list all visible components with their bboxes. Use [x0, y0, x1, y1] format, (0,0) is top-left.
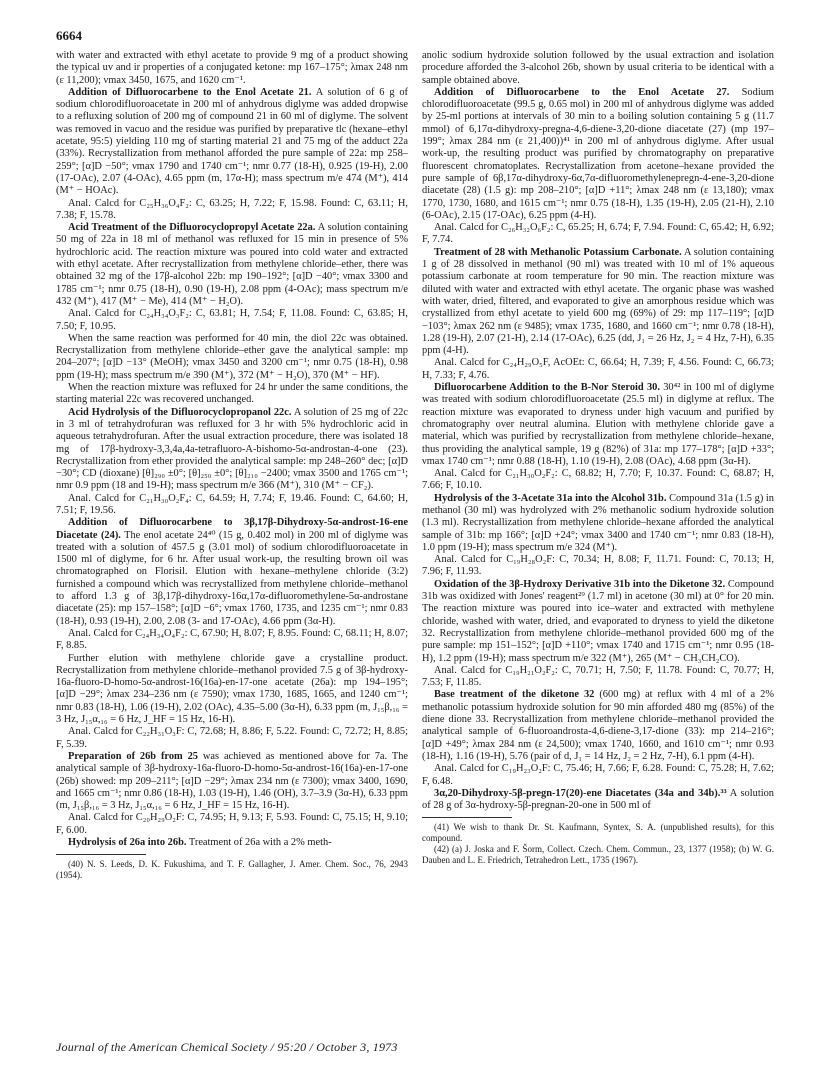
paragraph: [56, 517, 408, 628]
paragraph: [422, 222, 774, 247]
paragraph: [56, 628, 408, 653]
paragraph-text: Anal. Calcd for C₂₄H₃₄O₄F₂: C, 67.90; H, 8.07; F, 8.95. Found: C, 68.11; H, 8.07; F, 8.85.: [56, 627, 408, 652]
paragraph: [422, 579, 774, 665]
paragraph-heading: Hydrolysis of 26a into 26b.: [68, 837, 187, 848]
paragraph: [422, 763, 774, 788]
paragraph-text: Anal. Calcd for C₁₉H₂₈O₂F: C, 70.34; H, 8.08; F, 11.71. Found: C, 70.13; H, 7.96; F, 11.93.: [422, 554, 774, 578]
paragraph-heading: Addition of Difluorocarbene to 3β,17β-Dihydroxy-5α-androst-16-ene Diacetate (24).: [56, 517, 408, 541]
paragraph-text: Compound 31b was oxidized with Jones' reagent²⁹ (1.7 ml) in acetone (30 ml) at 0° for 20 min. The reaction mixture was poured into ice–water and extracted with methylene chloride, washed with water, dried, and evaporated to dryness to yield the diketone 32. Recrystallization from methylene chloride–methanol provided 600 mg of the pure sample: mp 151–152°; [α]D +110°; νmax 1740 and 1715 cm⁻¹; nmr 0.95 (18-H), 1.2 ppm (19-H); mass spectrum m/e 322 (M⁺), 265 (M⁺ − CH₃CH₂CO).: [422, 578, 774, 664]
paragraph: [422, 382, 774, 468]
paragraph-text: with water and extracted with ethyl acetate to provide 9 mg of a product showing the typical uv and ir properties of a conjugated ketone: mp 167–175°; λmax 248 nm (ε 11,200); νmax 3450, 1675, and 1620 cm⁻¹.: [56, 50, 408, 86]
paragraph: [56, 222, 408, 308]
right-column: [422, 50, 774, 866]
paragraph-text: Anal. Calcd for C₂₅H₃₆O₄F₂: C, 63.25; H, 7.22; F, 15.98. Found: C, 63.11; H, 7.38; F, 15.78.: [56, 197, 408, 221]
paragraph-text: Anal. Calcd for C₂₄H₂₉O₅F, AcOEt: C, 66.64; H, 7.39; F, 4.56. Found: C, 66.73; H, 7.33; F, 4.76.: [422, 357, 774, 381]
paragraph-text: When the same reaction was performed for 40 min, the diol 22c was obtained. Recrystallization from methylene chloride–ether gave the analytical sample: mp 204–207°; [α]D −13° (MeOH); νmax 3450 and 3200 cm⁻¹; nmr 0.75 (18-H), 0.98 ppm (19-H); mass spectrum m/e 390 (M⁺), 372 (M⁺ − H₂O), 370 (M⁺ − HF).: [56, 332, 408, 381]
paragraph: [56, 382, 408, 407]
page-number: 6664: [56, 28, 82, 43]
paragraph-text: Anal. Calcd for C₂₄H₃₄O₃F₂: C, 63.81; H, 7.54; F, 11.08. Found: C, 63.85; H, 7.50; F, 10.95.: [56, 308, 408, 332]
paragraph-text: Anal. Calcd for C₁₉H₂₃O₂F: C, 75.46; H, 7.66; F, 6.28. Found: C, 75.28; H, 7.62; F, 6.48.: [422, 763, 774, 787]
journal-footer: Journal of the American Chemical Society / 95:20 / October 3, 1973: [56, 1040, 398, 1054]
paragraph-heading: 3α,20-Dihydroxy-5β-pregn-17(20)-ene Diacetates (34a and 34b).³³: [434, 787, 727, 799]
paragraph: [56, 493, 408, 518]
paragraph-text: Treatment of 26a with a 2% meth-: [188, 837, 332, 848]
paragraph-text: Further elution with methylene chloride gave a crystalline product. Recrystallization from methylene chloride–methanol provided 7.5 g of 3β-hydroxy-16a-fluoro-D-homo-5α-androst-16(16a)-en-17-one acetate (26a): mp 194–195°; [α]D −29°; λmax 234–236 nm (ε 7590); νmax 1730, 1685, 1665, and 1240 cm⁻¹; nmr 0.83 (18-H), 1.06 (19-H), 2.02 (OAc), 4.35–5.00 (3α-H), 6.33 ppm (m, J₁₅β,₁₆ = 3 Hz, J₁₅α,₁₆ = 6 Hz, J_HF = 15 Hz, 16-H).: [56, 652, 408, 726]
paragraph: [56, 87, 408, 198]
paragraph-text: anolic sodium hydroxide solution followed by the usual extraction and isolation procedure afforded the 3-alcohol 26b, shown by usual criteria to be identical with a sample obtained above.: [422, 50, 774, 86]
footnote: (40) N. S. Leeds, D. K. Fukushima, and T. F. Gallagher, J. Amer. Chem. Soc., 76, 2943 (1954).: [56, 859, 408, 881]
paragraph-text: was achieved as mentioned above for 7a. The analytical sample of 3β-hydroxy-16a-fluoro-D-homo-5α-androst-16(16a)-en-17-one (26b) showed: mp 209–211°; [α]D −29°; λmax 234 nm (ε 7300); νmax 3400, 1690, and 1665 cm⁻¹; nmr 0.86 (18-H), 1.03 (19-H), 1.46 (OH), 3.7–3.9 (3α-H), 6.33 ppm (m, J₁₅β,₁₆ = 3 Hz, J₁₅α,₁₆ = 6 Hz, J_HF = 15 Hz, 16-H).: [56, 750, 408, 812]
paragraph: [56, 333, 408, 382]
paragraph-text: A solution containing 50 mg of 22a in 18 ml of methanol was refluxed for 15 min in presence of 5% hydrochloric acid. The reaction mixture was poured into cold water and extracted with ethyl acetate. After recrystallization from methylene chloride–ether, there was obtained 32 mg of the 17β-alcohol 22b: mp 190–192°; [α]D −40°; νmax 3300 and 1785 cm⁻¹; nmr 0.75 (18-H), 0.90 (19-H), 2.08 ppm (4-OAc); mass spectrum m/e 432 (M⁺), 417 (M⁺ − Me), 414 (M⁺ − H₂O).: [56, 222, 408, 307]
paragraph: [56, 308, 408, 333]
paragraph: [422, 468, 774, 493]
paragraph-heading: Oxidation of the 3β-Hydroxy Derivative 31b into the Diketone 32.: [434, 578, 726, 590]
paragraph: [56, 812, 408, 837]
paragraph-text: A solution of 28 g of 3α-hydroxy-5β-pregnan-20-one in 500 ml of: [422, 787, 774, 812]
paragraph-heading: Base treatment of the diketone 32: [434, 689, 595, 701]
paragraph-heading: Preparation of 26b from 25: [68, 750, 198, 762]
paragraph: [56, 198, 408, 223]
paragraph-heading: Addition of Difluorocarbene to the Enol Acetate 27.: [434, 86, 730, 98]
paragraph-heading: Difluorocarbene Addition to the B-Nor Steroid 30.: [434, 382, 660, 394]
paragraph-text: A solution containing 1 g of 28 dissolved in methanol (90 ml) was treated with 10 ml of 1% aqueous potassium carbonate at room temperature for 90 min. The reaction mixture was diluted with water and extracted with ethyl acetate. The organic phase was washed with water, dried, filtered, and evaporated to give an amorphous residue which was crystallized from ethyl acetate to yield 600 mg (69%) of 29: mp 117–119°; [α]D −103°; λmax 262 nm (ε 9485); νmax 1735, 1680, and 1660 cm⁻¹; nmr 0.78 (18-H), 1.28 (19-H), 2.07 (21-H), 2.14 (17-OAc), 6.25 (dd, J₁ = 26 Hz, J₂ = 4 Hz, 7-H), 6.35 ppm (4-H).: [422, 246, 774, 357]
paragraph-heading: Acid Treatment of the Difluorocyclopropyl Acetate 22a.: [68, 222, 316, 234]
paragraph: [56, 50, 408, 87]
paragraph: [422, 554, 774, 579]
paragraph-heading: Hydrolysis of the 3-Acetate 31a into the Alcohol 31b.: [434, 492, 667, 504]
paragraph: [56, 837, 408, 849]
paragraph: [422, 87, 774, 222]
paragraph: [422, 689, 774, 763]
footnote-rule: [56, 854, 146, 855]
paragraph-text: A solution of 25 mg of 22c in 3 ml of tetrahydrofuran was refluxed for 3 hr with 5% hydrochloric acid in aqueous tetrahydrofuran. After the usual extraction procedure, there was isolated 18 mg of 17β-hydroxy-3,3,4a,4a-tetrafluoro-A-bishomo-5α-androstan-4-one (23). Recrystallization from ether provided the analytical sample: mp 248–260° dec; [α]D −30°; CD (dioxane) [θ]₂₉₀ ±0°; [θ]₂₅₀ ±0°; [θ]₂₁₀ −2400; νmax 3500 and 1765 cm⁻¹; nmr 0.9 ppm (18 and 19-H); mass spectrum m/e 366 (M⁺), 310 (M⁺ − CF₂).: [56, 406, 408, 492]
footnote: (42) (a) J. Joska and F. Šorm, Collect. Czech. Chem. Commun., 23, 1377 (1958); (b) W. G. Dauben and L. E. Friedrich, Tetrahedron Lett., 1735 (1967).: [422, 844, 774, 866]
paragraph: [422, 50, 774, 87]
paragraph: [422, 788, 774, 813]
left-column: [56, 50, 408, 881]
paragraph-text: Anal. Calcd for C₂₆H₃₂O₆F₂: C, 65.25; H, 6.74; F, 7.94. Found: C, 65.42; H, 6.92; F, 7.74.: [422, 222, 774, 246]
paragraph: [56, 653, 408, 727]
paragraph: [422, 247, 774, 358]
paragraph: [56, 751, 408, 812]
paragraph-text: Anal. Calcd for C₂₀H₂₉O₂F: C, 74.95; H, 9.13; F, 5.93. Found: C, 75.15; H, 9.10; F, 6.00.: [56, 812, 408, 836]
paragraph-text: A solution of 6 g of sodium chlorodifluoroacetate in 200 ml of anhydrous diglyme was added dropwise to a refluxing solution of 200 mg of compound 21 in 60 ml of diglyme. The solvent was removed in vacuo and the residue was purified by preparative tlc (hexane–ethyl acetate, 95:5) yielding 110 mg of starting material 21 and 75 mg of the adduct 22a (33%). Recrystallization from methanol afforded the pure sample of 22a: mp 258–259°; [α]D −50°; νmax 1790 and 1740 cm⁻¹; nmr 0.77 (18-H), 0.925 (19-H), 2.00 (17-OAc), 2.07 (4-OAc), 4.65 ppm (m, 17α-H); mass spectrum m/e 474 (M⁺), 414 (M⁺ − HOAc).: [56, 86, 408, 197]
paragraph-heading: Addition of Difluorocarbene to the Enol Acetate 21.: [68, 86, 312, 98]
paragraph: [422, 665, 774, 690]
paragraph-text: 30⁴² in 100 ml of diglyme was treated with sodium chlorodifluoroacetate (25.5 ml) in diglyme at reflux. The reaction mixture was evaporated to dryness under high vacuum and purified by chromatography over neutral alumina. Elution with methylene chloride gave a material, which was purified by recrystallization from methylene chloride–hexane, thus providing the analytical sample, 19 g (82%) of 31a: mp 177–178°; [α]D +33°; νmax 1740 cm⁻¹; nmr 0.88 (18-H), 1.10 (19-H), 2.08 (OAc), 4.68 ppm (3α-H).: [422, 382, 774, 467]
paragraph-text: Compound 31a (1.5 g) in methanol (30 ml) was hydrolyzed with 2% methanolic sodium hydroxide solution (1.3 ml). Recrystallization from methylene chloride–hexane afforded the analytical sample of 31b: mp 166°; [α]D +24°; νmax 3400 and 1740 cm⁻¹; nmr 0.83 (18-H), 1.0 ppm (19-H); mass spectrum m/e 324 (M⁺).: [422, 492, 775, 553]
paragraph-text: The enol acetate 24⁴⁰ (15 g, 0.402 mol) in 200 ml of diglyme was treated with a solution of 457.5 g (3.01 mol) of sodium chlorodifluoroacetate in 1500 ml of diglyme, for 6 hr. After usual work-up, the resulting brown oil was chromatographed on Florisil. Elution with hexane–methylene chloride (3:2) furnished a compound which was recrystallized from methylene chloride–methanol to afford 1.3 g of 3β,17β-dihydroxy-16α,17α-difluoromethylene-5α-androstane diacetate (25): mp 157–158°; [α]D −6°; νmax 1760, 1735, and 1235 cm⁻¹; nmr 0.83 (18-H), 0.93 (19-H), 2.00, 2.08 (3- and 17-OAc), 4.66 ppm (3α-H).: [56, 529, 408, 627]
paragraph-text: Anal. Calcd for C₂₁H₃₀O₂F₄: C, 64.59; H, 7.74; F, 19.46. Found: C, 64.60; H, 7.51; F, 19.56.: [56, 492, 408, 516]
paragraph: [422, 493, 774, 554]
paragraph-text: When the reaction mixture was refluxed for 24 hr under the same conditions, the starting material 22c was recovered unchanged.: [56, 382, 408, 406]
paragraph-text: Anal. Calcd for C₂₁H₃₀O₂F₂: C, 68.82; H, 7.70; F, 10.37. Found: C, 68.87; H, 7.66; F, 10.10.: [422, 468, 774, 492]
paragraph-heading: Acid Hydrolysis of the Difluorocyclopropanol 22c.: [68, 406, 292, 418]
footnote: (41) We wish to thank Dr. St. Kaufmann, Syntex, S. A. (unpublished results), for this compound.: [422, 822, 774, 844]
paragraph-text: Anal. Calcd for C₂₂H₃₁O₃F: C, 72.68; H, 8.86; F, 5.22. Found: C, 72.72; H, 8.85; F, 5.39.: [56, 726, 408, 750]
paragraph: [422, 357, 774, 382]
paragraph: [56, 407, 408, 493]
paragraph-text: (600 mg) at reflux with 4 ml of a 2% methanolic potassium hydroxide solution for 90 min afforded 480 mg (85%) of the diene dione 33. Recrystallization from methylene chloride–methanol provided the analytical sample of 6-fluoroandrosta-4,6-diene-3,17-dione (33): mp 214–216°; [α]D +49°; λmax 284 nm (ε 24,500); νmax 1740, 1660, and 1610 cm⁻¹; nmr 0.93 (18-H), 1.16 (19-H), 5.76 (pair of d, J₁ = 14 Hz, J₂ = 2 Hz, 7-H), 6.1 ppm (4-H).: [422, 689, 774, 762]
paragraph-text: Anal. Calcd for C₁₉H₂₁O₂F₂: C, 70.71; H, 7.50; F, 11.78. Found: C, 70.77; H, 7.53; F, 11.85.: [422, 664, 774, 689]
paragraph-heading: Treatment of 28 with Methanolic Potassium Carbonate.: [434, 246, 682, 258]
footnote-rule: [422, 817, 512, 818]
paragraph-text: Sodium chlorodifluoroacetate (99.5 g, 0.65 mol) in 200 ml of anhydrous diglyme was added by 25-ml portions at intervals of 30 min to a boiling solution containing 5 g (11.7 mmol) of 6,17α-dihydroxy-pregna-4,6-diene-3,20-dione diacetate (27) (mp 197–199°; λmax 284 nm (ε 21,400))⁴¹ in 200 ml of anhydrous diglyme. After usual work-up, the resulting product was purified by chromatography on preparative fluorescent chromatoplates. Recrystallization from acetone–hexane provided the pure sample of 6β,17α-dihydroxy-6α,7α-difluoromethylenepregn-4-ene-3,20-dione diacetate (28) (1.5 g): mp 208–210°; [α]D +11°; λmax 248 nm (ε 13,180); νmax 1770, 1730, 1680, and 1615 cm⁻¹; nmr 0.75 (18-H), 1.35 (19-H), 2.05 (21-H), 2.10 (6-OAc), 2.15 (17-OAc), 6.25 ppm (4-H).: [422, 86, 774, 221]
paragraph: [56, 726, 408, 751]
